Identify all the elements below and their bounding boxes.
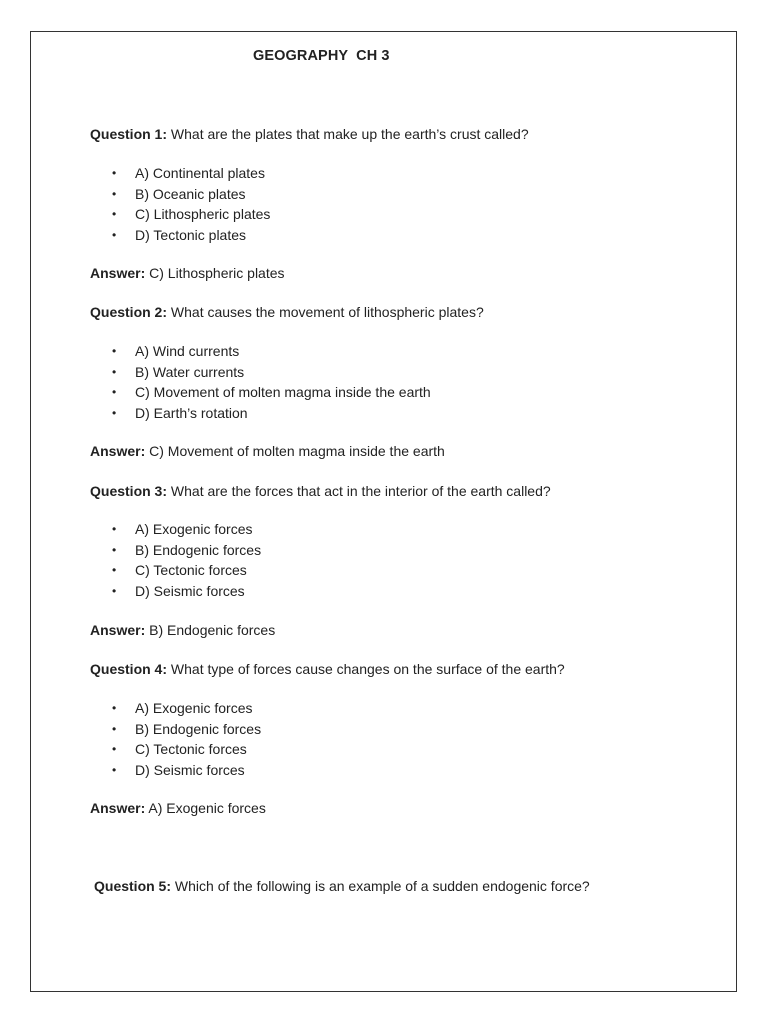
bullet-icon: • xyxy=(112,721,117,736)
question-5 xyxy=(94,877,590,895)
question-4 xyxy=(90,660,565,678)
option-item xyxy=(112,719,261,740)
option-item xyxy=(112,540,261,561)
answer-label: Answer: xyxy=(90,622,146,638)
option-text: D) Seismic forces xyxy=(135,762,245,779)
question-1 xyxy=(90,125,529,143)
bullet-icon: • xyxy=(112,522,117,536)
bullet-icon: • xyxy=(112,166,117,180)
question-3 xyxy=(90,482,551,500)
option-text: C) Tectonic forces xyxy=(135,741,247,758)
answer-label: Answer: xyxy=(90,443,146,459)
answer-text: C) Movement of molten magma inside the earth xyxy=(145,443,445,459)
bullet-icon: • xyxy=(112,228,117,243)
options-list-1 xyxy=(112,163,270,246)
option-item xyxy=(112,382,431,403)
question-label: Question 1: xyxy=(90,126,168,142)
option-item xyxy=(112,403,431,424)
bullet-icon: • xyxy=(112,584,117,599)
bullet-icon: • xyxy=(112,701,117,715)
option-text: D) Tectonic plates xyxy=(135,227,247,244)
bullet-icon: • xyxy=(112,763,117,778)
question-2 xyxy=(90,303,484,321)
option-text: A) Exogenic forces xyxy=(135,700,253,716)
option-item xyxy=(112,698,261,719)
document-title: GEOGRAPHY CH 3 xyxy=(253,48,390,64)
option-item xyxy=(112,362,431,383)
answer-3 xyxy=(90,621,275,639)
bullet-icon: • xyxy=(112,742,117,757)
option-text: D) Seismic forces xyxy=(135,583,245,600)
option-item xyxy=(112,519,261,540)
question-text: What type of forces cause changes on the surface of the earth? xyxy=(167,661,565,677)
options-list-4 xyxy=(112,698,261,781)
question-label: Question 4: xyxy=(90,661,168,677)
option-text: A) Wind currents xyxy=(135,343,240,359)
options-list-2 xyxy=(112,341,431,424)
answer-text: A) Exogenic forces xyxy=(145,800,266,816)
answer-label: Answer: xyxy=(90,800,146,816)
option-item xyxy=(112,581,261,602)
bullet-icon: • xyxy=(112,542,117,557)
option-text: D) Earth’s rotation xyxy=(135,405,248,422)
question-label: Question 5: xyxy=(94,878,172,894)
answer-text: B) Endogenic forces xyxy=(145,622,276,638)
option-item xyxy=(112,560,261,581)
option-item xyxy=(112,184,270,205)
option-text: C) Lithospheric plates xyxy=(135,206,271,223)
answer-label: Answer: xyxy=(90,265,146,281)
option-text: B) Water currents xyxy=(135,363,245,380)
question-label: Question 3: xyxy=(90,483,168,499)
answer-1 xyxy=(90,264,285,282)
option-text: A) Continental plates xyxy=(135,165,265,181)
question-text: What causes the movement of lithospheric plates? xyxy=(167,304,484,320)
bullet-icon: • xyxy=(112,207,117,222)
bullet-icon: • xyxy=(112,186,117,201)
option-text: B) Oceanic plates xyxy=(135,185,246,202)
option-item xyxy=(112,760,261,781)
answer-text: C) Lithospheric plates xyxy=(145,265,285,281)
question-label: Question 2: xyxy=(90,304,168,320)
answer-4 xyxy=(90,799,266,817)
question-text: What are the plates that make up the earth’s crust called? xyxy=(167,126,529,142)
option-item xyxy=(112,163,270,184)
option-text: B) Endogenic forces xyxy=(135,720,262,737)
bullet-icon: • xyxy=(112,344,117,358)
option-text: A) Exogenic forces xyxy=(135,521,253,537)
bullet-icon: • xyxy=(112,406,117,421)
question-text: What are the forces that act in the interior of the earth called? xyxy=(167,483,551,499)
options-list-3 xyxy=(112,519,261,602)
option-item xyxy=(112,204,270,225)
bullet-icon: • xyxy=(112,385,117,400)
option-item xyxy=(112,225,270,246)
question-text: Which of the following is an example of a sudden endogenic force? xyxy=(171,878,590,894)
option-item xyxy=(112,341,431,362)
option-item xyxy=(112,739,261,760)
option-text: C) Movement of molten magma inside the earth xyxy=(135,384,431,401)
option-text: B) Endogenic forces xyxy=(135,541,262,558)
option-text: C) Tectonic forces xyxy=(135,562,247,579)
bullet-icon: • xyxy=(112,563,117,578)
bullet-icon: • xyxy=(112,364,117,379)
answer-2 xyxy=(90,442,445,460)
